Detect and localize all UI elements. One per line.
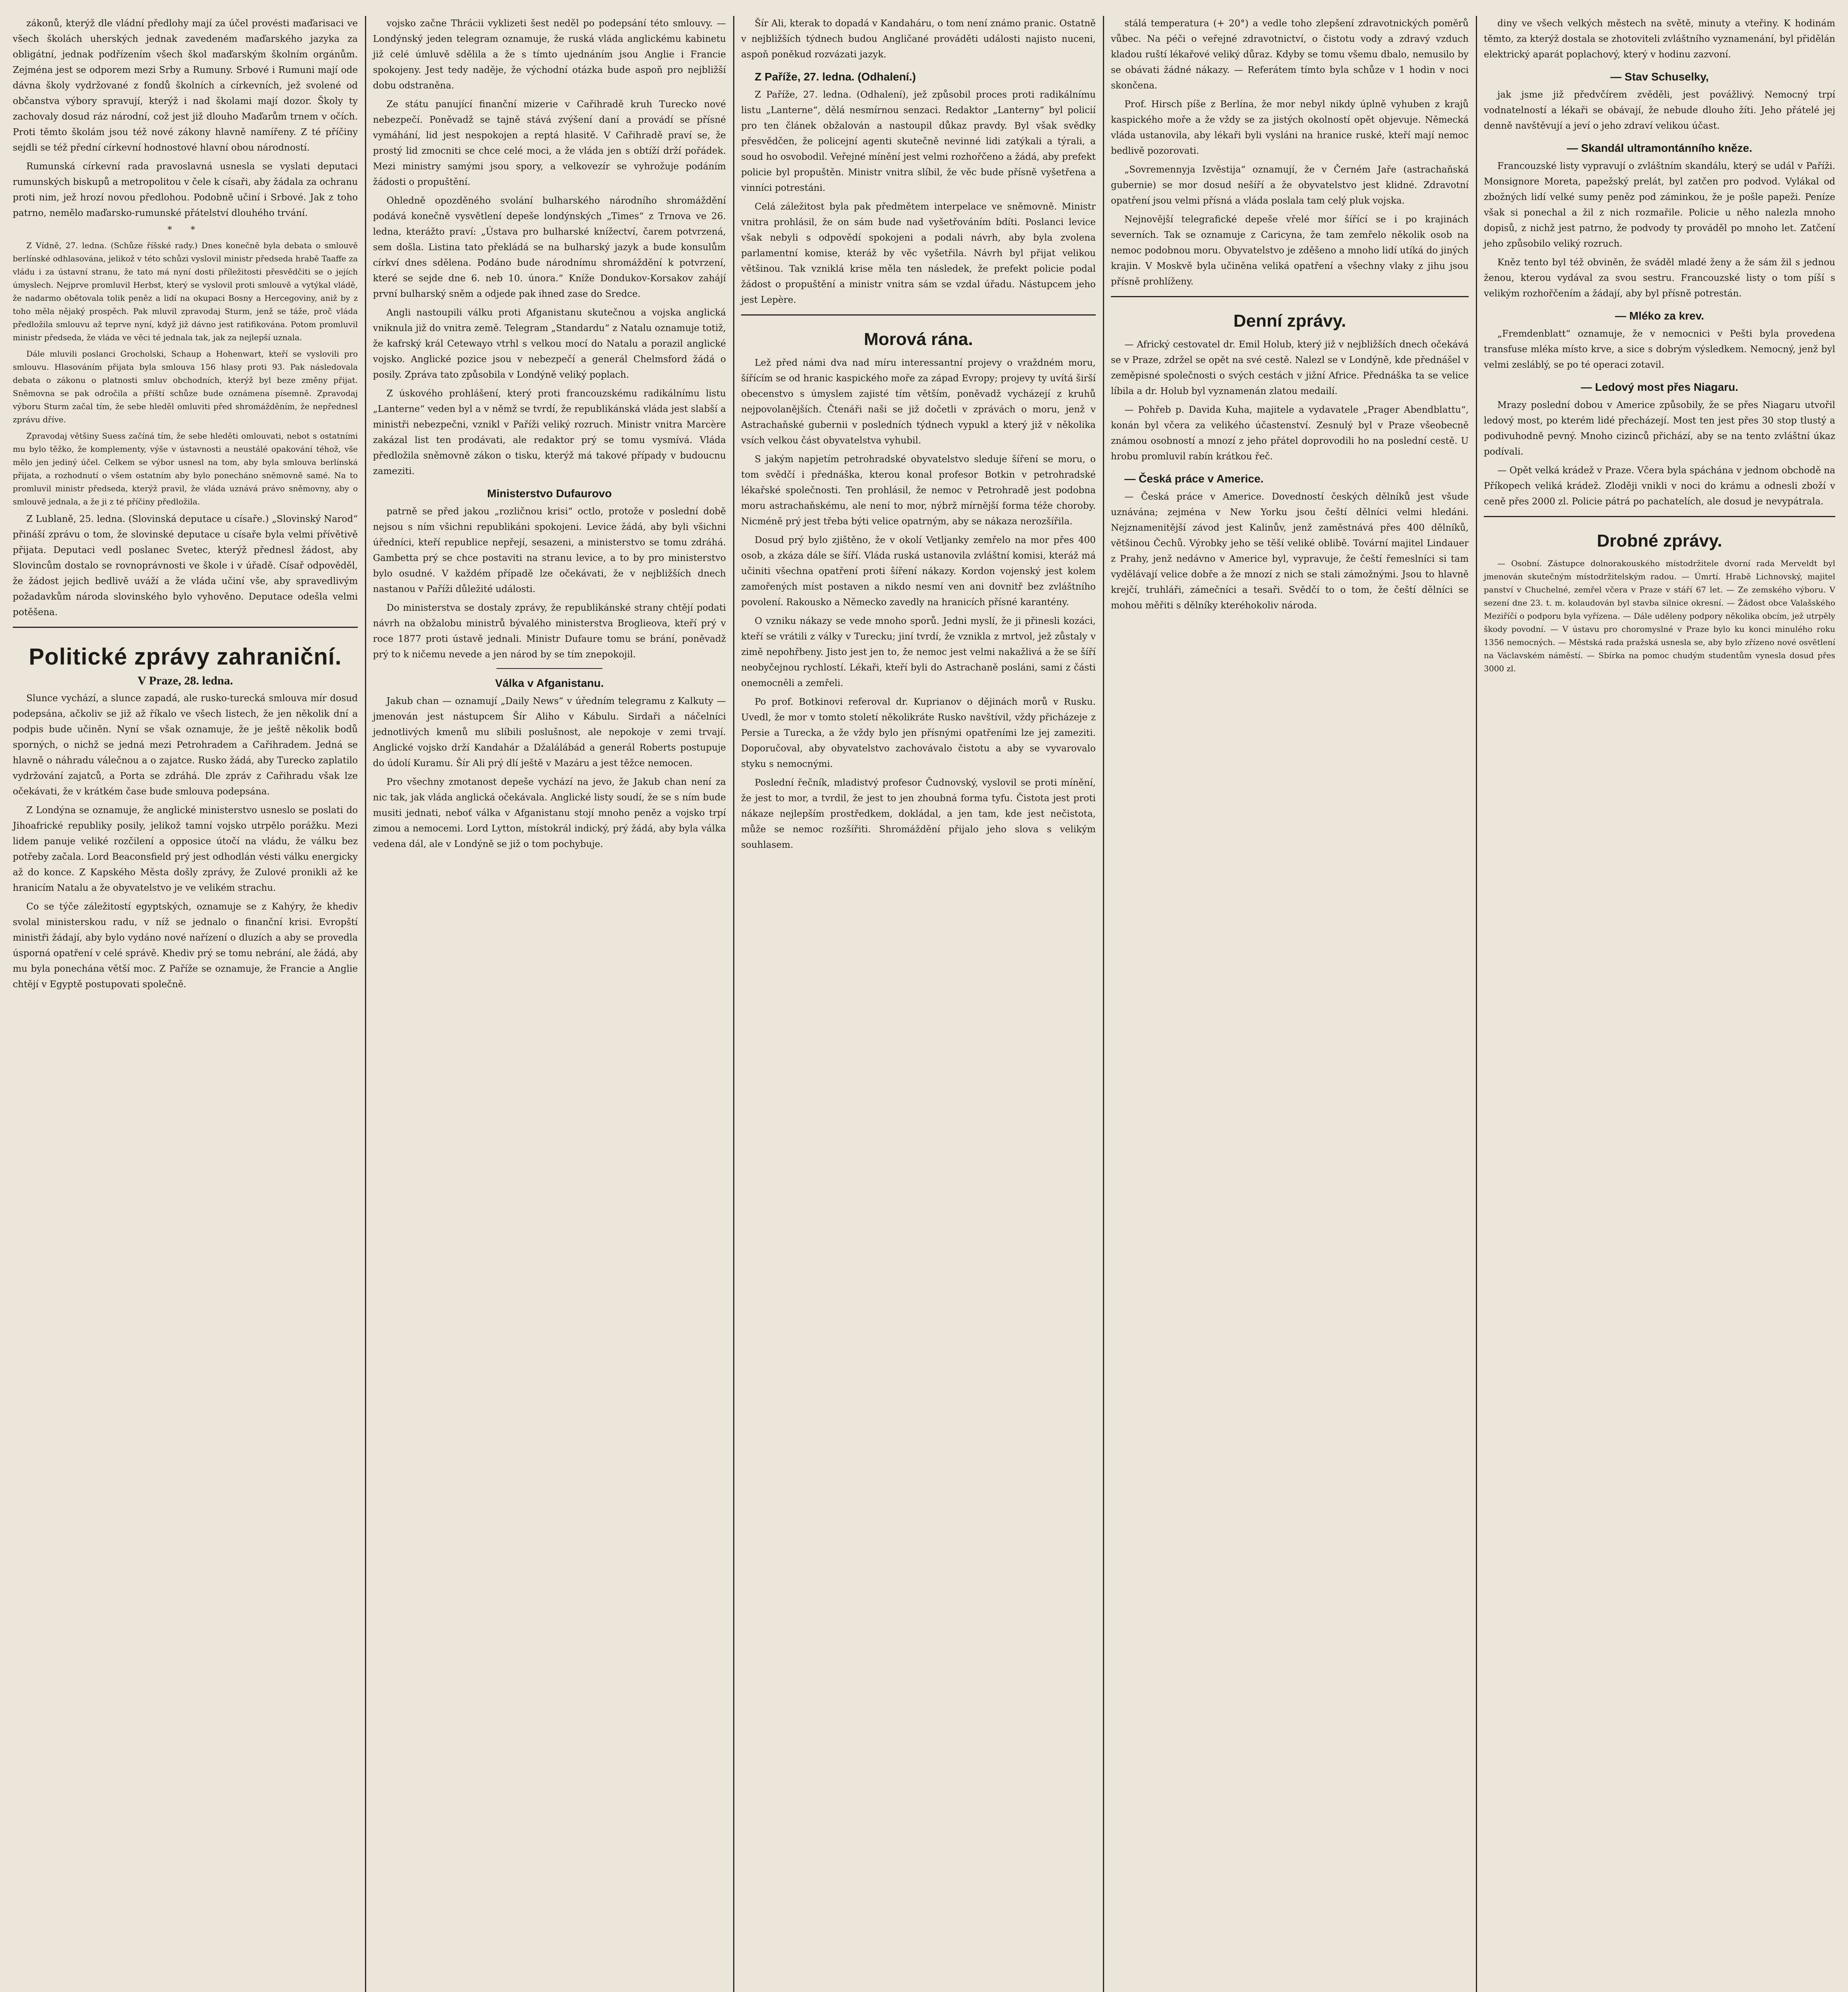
article-paragraph: Prof. Hirsch píše z Berlína, že mor nebyl nikdy úplně vyhuben z krajů kaspického moře a že vždy se za jistých okolností opět objevuje. Německá vláda ustanovila, aby lékaři byli vysláni na hranice ruské, kteří mají nemoc bedlivě pozorovati. — [1111, 99, 1469, 156]
article-heading: — Ledový most přes Niagaru. — [1581, 381, 1738, 393]
article-heading: Válka v Afganistanu. — [495, 677, 604, 689]
section-rule — [1484, 516, 1835, 517]
article-paragraph: „Sovremennyja Izvěstija“ oznamují, že v Černém Jaře (astrachaňská gubernie) se mor dosud nešíří a že obyvatelstvo jest klidné. Zdravotní opatření jsou velmi přísná a vláda poslala tam celý pluk vojska. — [1111, 165, 1469, 206]
column-divider — [1103, 16, 1104, 1992]
article-paragraph: Z Lublaně, 25. ledna. (Slovinská deputace u císaře.) „Slovinský Narod“ přináší zprávu o tom, že slovinské deputace u císaře byla velmi přívětivě přijata. Deputaci vedl poslanec Svetec, kterýž přednesl žádost, aby Slovincům dostalo se rovnoprávnosti ve škole i v úřadě. Císař odpověděl, že žádost jejich bedlivě uváží a že vláda učiní vše, aby spravedlivým požadavkům národa slovinského bylo vyhověno. Deputace odešla velmi potěšena. — [13, 514, 358, 618]
section-separator: * * — [167, 225, 203, 235]
article-paragraph: O vzniku nákazy se vede mnoho sporů. Jedni myslí, že ji přinesli kozáci, kteří se vrátili z války v Turecku; jiní tvrdí, že vznikla z mrtvol, jež zůstaly v zimě nepohřbeny. Jisto jest jen to, že nemoc jest velmi nakažlivá a že se šíří neobyčejnou rychlostí. Lékaři, kteří byli do Astrachaně posláni, sami z části onemocněli a zemřeli. — [741, 616, 1096, 688]
section-rule — [13, 627, 358, 628]
article-paragraph: Z Londýna se oznamuje, že anglické ministerstvo usneslo se poslati do Jihoafrické republiky posily, jelikož tamní vojsko utrpělo porážku. Mezi lidem panuje veliké rozčilení a opposice útočí na vládu, že válku bez potřeby začala. Lord Beaconsfield prý jest odhodlán vésti válku energicky až do konce. Z Kapského Města došly zprávy, že Zulové pronikli až ke hranicím Natalu a že obyvatelstvo je ve velikém strachu. — [13, 805, 358, 893]
article-paragraph: Co se týče záležitostí egyptských, oznamuje se z Kahýry, že khediv svolal ministerskou radu, v níž se jednalo o finanční krisi. Evropští ministři žádají, aby bylo vydáno nové nařízení o dluzích a aby se provedla úsporná opatření v celé správě. Khediv prý se tomu nebrání, ale žádá, aby mu byla ponechána větší moc. Z Paříže se oznamuje, že Francie a Anglie chtějí v Egyptě postupovati společně. — [13, 902, 358, 990]
section-heading: Morová rána. — [864, 329, 973, 349]
article-paragraph: Poslední řečník, mladistvý profesor Čudnovský, vyslovil se proti mínění, že jest to mor, a tvrdil, že jest to jen zhoubná forma tyfu. Čistota jest proti nákaze nejlepším prostředkem, dokládal, a jen tam, kde jest nečistota, může se nemoc rozšířiti. Shromáždění přijalo jeho slova s velikým souhlasem. — [741, 778, 1096, 850]
article-paragraph: vojsko začne Thrácii vyklizeti šest neděl po podepsání této smlouvy. — Londýnský jeden telegram oznamuje, že ruská vláda anglickému kabinetu již celé úmluvě sdělila a že s tímto ujednáním jsou Anglie i Francie spokojeny. Jest tedy naděje, že východní otázka bude aspoň pro nejbližší dobu odstraněna. — [373, 18, 726, 91]
article-paragraph: — Osobní. Zástupce dolnorakouského místodržitele dvorní rada Merveldt byl jmenován skutečným místodržitelským radou. — Úmrtí. Hrabě Lichnovský, majitel panství v Chuchelné, zemřel včera v Praze v stáří 67 let. — Ze zemského výboru. V sezení dne 23. t. m. kolaudován byl stavba silnice okresní. — Žádost obce Valašského Meziříčí o podporu byla vyřízena. — Dále uděleny podpory několika obcím, jež utrpěly škody povodní. — V ústavu pro choromyslné v Praze bylo ku konci minulého roku 1356 nemocných. — Městská rada pražská usnesla se, aby bylo zřízeno nové osvětlení na Václavském náměstí. — Sbírka na pomoc chudým studentům vynesla dosud přes 3000 zl. — [1484, 559, 1835, 673]
column-4 — [1106, 16, 1473, 1992]
article-paragraph: Ze státu panující finanční mizerie v Cařihradě kruh Turecko nové nebezpečí. Poněvadž se tajně stává zvýšení daní a provádí se přísné vymáhání, lid jest nespokojen a reptá hlasitě. V Cařihradě praví se, že prostý lid zmocniti se chce celé moci, a že vláda jen s obtíží drží pořádek. Mezi ministry samými jsou spory, a velkovezír se vyhrožuje podáním žádosti o propuštění. — [373, 99, 726, 187]
article-paragraph: Rumunská církevní rada pravoslavná usnesla se vyslati deputaci rumunských biskupů a metropolitou v čele k císaři, aby žádala za ochranu proti nim, jež hrozí novou předlohou. Podobně učiní i Srbové. Jak z toho patrno, nemělo maďarsko-rumunské přátelství dlouhého trvání. — [13, 161, 358, 218]
article-paragraph: Šír Ali, kterak to dopadá v Kandaháru, o tom není známo pranic. Ostatně v nejbližších týdnech budou Angličané prováděti události najisto nuceni, aspoň poněkud rozvázati jazyk. — [741, 18, 1096, 60]
column-divider — [365, 16, 366, 1992]
article-paragraph: — Pohřeb p. Davida Kuha, majitele a vydavatele „Prager Abendblattu“, konán byl včera za velikého účastenství. Zesnulý byl v Praze všeobecně známou osobností a mnozí z jeho přátel doprovodili ho na poslední cestě. U hrobu promluvil rabín krátkou řeč. — [1111, 405, 1469, 462]
section-heading: Drobné zprávy. — [1597, 531, 1722, 551]
article-paragraph: Z úskového prohlášení, který proti francouzskému radikálnímu listu „Lanterne“ veden byl a v němž se tvrdí, že republikánská vláda jest slabší a ministři nebezpečni, vznikl v Paříži veliký rozruch. Ministr vnitra Marcère zakázal list ten prodávati, ale redaktor prý se tomu vysmívá. Vláda předložila sněmovně zákon o tisku, kterýž má takové případy v budoucnu zameziti. — [373, 388, 726, 476]
article-paragraph: Kněz tento byl též obviněn, že sváděl mladé ženy a že sám žil s jednou ženou, kterou vydával za svou sestru. Francouzské listy o tom píší s velikým rozhořčením a žádají, aby byl přísně potrestán. — [1484, 257, 1835, 299]
article-paragraph: — Opět velká krádež v Praze. Včera byla spáchána v jednom obchodě na Příkopech veliká krádež. Zloději vnikli v noci do krámu a odnesli zboží v ceně přes 2000 zl. Policie pátrá po pachatelích, ale dosud je nevypátrala. — [1484, 465, 1835, 507]
section-heading: Denní zprávy. — [1233, 311, 1346, 331]
article-paragraph: Jakub chan — oznamují „Daily News“ v úředním telegramu z Kalkuty — jmenován jest nástupcem Šír Aliho v Kábulu. Sirdaři a náčelníci jednotlivých kmenů mu slíbili poslušnost, ale nepokoje v zemi trvají. Anglické vojsko drží Kandahár a Džalálábád a generál Roberts postupuje do údolí Kuramu. Šír Ali prý dlí ještě v Mazáru a jest těžce nemocen. — [373, 696, 726, 769]
article-paragraph: Nejnovější telegrafické depeše vřelé mor šířící se i po krajinách severních. Tak se oznamuje z Caricyna, že tam zemřelo několik osob na nemoc podobnou moru. Obyvatelstvo je zděšeno a mnoho lidí utíká do jiných krajin. V Moskvě byla učiněna veliká opatření a všechny vlaky z jihu jsou přísně prohlíženy. — [1111, 214, 1469, 287]
article-paragraph: stálá temperatura (+ 20°) a vedle toho zlepšení zdravotnických poměrů vůbec. Na péči o veřejné zdravotnictví, o čistotu vody a zdravý vzduch kladou ruští lékařové veliký důraz. Kdyby se tomu všemu dbalo, nemusilo by se obávati žádné nákazy. — Referátem tímto byla schůze v 1 hodin v noci skončena. — [1111, 18, 1469, 91]
article-paragraph: Angli nastoupili válku proti Afganistanu skutečnou a vojska anglická vniknula již do vnitra země. Telegram „Standardu“ z Natalu oznamuje totiž, že kafrský král Cetewayo vtrhl s velkou mocí do Natalu a porazil anglické vojsko. Anglické pozice jsou v nebezpečí a generál Chelmsford žádá o posily. Zpráva tato způsobila v Londýně veliký poplach. — [373, 308, 726, 380]
article-heading: — Mléko za krev. — [1615, 310, 1704, 322]
column-2 — [368, 16, 731, 1992]
article-paragraph: patrně se před jakou „rozličnou krisi“ octlo, protože v poslední době nejsou s ním všichni republikáni spokojeni. Levice žádá, aby byli všichni úředníci, kteří republice nepřejí, sesazeni, a ministerstvo se tomu zdráhá. Gambetta prý se chce postaviti na stranu levice, a to by pro ministerstvo bylo osudné. V každém případě lze očekávati, že v nejbližších dnech nastanou v Paříži důležité události. — [373, 506, 726, 594]
article-heading: Z Paříže, 27. ledna. (Odhalení.) — [755, 71, 916, 83]
section-rule — [741, 314, 1096, 316]
article-paragraph: Lež před námi dva nad míru interessantní projevy o vraždném moru, šířícím se od hranic kaspického moře za západ Evropy; projevy ty uvítá širší obecenstvo s úmyslem zajisté tím větším, poněvadž vycházejí z kruhů nejpovolanějších. Čtenáři naši se již dočetli v zprávách o moru, jenž v Astrachaňské gubernii v posledních týdnech vypukl a který již v několika vsích velkou část obyvatelstva vyhubil. — [741, 358, 1096, 446]
article-paragraph: Zpravodaj většiny Suess začíná tím, že sebe hleděti omlouvati, nebot s ostatními mu bylo těžko, že komplementy, výše v ústavnosti a neustálé opakování téhož, vše mělo jen jediný účel. Celkem se výbor usnesl na tom, aby byla smlouva berlínská přijata, a rozhodnutí o všem ostatním aby bylo ponecháno sněmovně samé. Na to promluvil ministr předseda, kterýž pravil, že vláda uznává právo sněmovny, aby o smlouvě jednala, a že ji z té příčiny předložila. — [13, 431, 358, 506]
article-paragraph: Po prof. Botkinovi referoval dr. Kuprianov o dějinách morů v Rusku. Uvedl, že mor v tomto století několikráte Rusko navštívil, vždy přicházeje z Persie a Turecka, a že vždy bylo jen přísnými opatřeními lze jej zameziti. Doporučoval, aby obyvatelstvo zachovávalo čistotu a aby se vyvarovalo styku s nemocnými. — [741, 697, 1096, 769]
article-paragraph: — Česká práce v Americe. Dovedností českých dělníků jest všude uznávána; zejména v New Yorku jsou čeští dělníci velmi hledáni. Nejznamenitější závod jest Kalinův, jenž zaměstnává přes 400 dělníků, většinou Čechů. Výrobky jeho se těší veliké oblibě. Tovární majitel Lindauer z Prahy, jenž nedávno v Americe byl, vypravuje, že čeští řemeslníci si tam vydělávají velice dobře a že mnozí z nich se stali zámožnými. Jsou to hlavně krejčí, truhláři, zámečníci a tesaři. Svědčí to o tom, že čeští dělníci se mohou měřiti s dělníky kteréhokoliv národa. — [1111, 492, 1469, 611]
section-heading: Politické zprávy zahraniční. — [29, 644, 342, 670]
article-paragraph: Pro všechny zmotanost depeše vychází na jevo, že Jakub chan není za nic tak, jak vláda anglická očekávala. Anglické listy soudí, že se s ním bude musiti jednati, neboť válka v Afganistanu stojí mnoho peněz a vojsko trpí zimou a nemocemi. Lord Lytton, místokrál indický, prý žádá, aby byla válka vedena dál, ale v Londýně se již o tom pochybuje. — [373, 777, 726, 849]
article-paragraph: Dosud prý bylo zjištěno, že v okolí Vetljanky zemřelo na mor přes 400 osob, a zkáza dále se šíří. Vláda ruská ustanovila zvláštní komisi, kteráž má učiniti všechna opatření proti šíření nákazy. Kordon vojenský jest kolem zamořených míst postaven a nikdo nesmí ven ani dovnitř bez zvláštního povolení. Rakousko a Německo zavedly na hranicích přísné karantény. — [741, 535, 1096, 608]
article-paragraph: Celá záležitost byla pak předmětem interpelace ve sněmovně. Ministr vnitra prohlásil, že on sám bude nad vyšetřováním bdíti. Poslanci levice však nebyli s odpovědí spokojeni a podali návrh, aby byla zvolena parlamentní komise, kteráž by věc vyšetřila. Návrh byl přijat velikou většinou. Tak vzniklá krise měla ten následek, že prefekt policie podal žádost o propuštění a ministr vnitra sám se vzdal úřadu. Nástupcem jeho jest Lepère. — [741, 202, 1096, 305]
section-rule — [1111, 296, 1469, 297]
article-heading: — Stav Schuselky, — [1610, 71, 1709, 83]
article-paragraph: S jakým napjetím petrohradské obyvatelstvo sleduje šíření se moru, o tom svědčí i přednáška, kterou konal profesor Botkin v petrohradské lékařské společnosti. Ten prohlásil, že nemoc v Petrohradě jest podobna moru astrachaňskému, ale není to mor, nýbrž mírnější forma téže choroby. Nicméně prý jest třeba býti velice opatrným, aby se nákaza nerozšířila. — [741, 454, 1096, 527]
article-paragraph: Do ministerstva se dostaly zprávy, že republikánské strany chtějí podati návrh na obžalobu ministrů bývalého ministerstva Broglieova, kteří prý v roce 1877 proti ústavě jednali. Ministr Dufaure tomu se brání, poněvadž prý to k ničemu nevede a jen národ by se tím znepokojil. — [373, 603, 726, 660]
article-paragraph: jak jsme již předvčírem zvěděli, jest povážlivý. Nemocný trpí vodnatelností a lékaři se obávají, že nebude dlouho žíti. Jeho přátelé jej denně navštěvují a jeví o jeho zdraví velikou účast. — [1484, 90, 1835, 131]
article-paragraph: Slunce vychází, a slunce zapadá, ale rusko-turecká smlouva mír dosud podepsána, ačkoliv se již až říkalo ve všech listech, že jen několik dní a podpis bude učiněn. Nyní se však oznamuje, že je ještě několik bodů sporných, o nichž se jedná mezi Petrohradem a Cařihradem. Jedná se hlavně o náhradu válečnou a o zajatce. Rusko žádá, aby Turecko zaplatilo vydržování zajatců, a Porta se zdráhá. Dle zpráv z Cařihradu však lze očekávati, že v krátkém čase bude smlouva podepsána. — [13, 693, 358, 797]
article-paragraph: Z Paříže, 27. ledna. (Odhalení), jež způsobil proces proti radikálnímu listu „Lanterne“, dělá nesmírnou senzaci. Redaktor „Lanterny“ byl policií pro ten článek obžalován a nastoupil důkaz pravdy. Byl však svědky přesvědčen, že policejní agenti skutečně nevinné lidi zatýkali a týrali, a soud ho osvobodil. Veřejné mínění jest velmi rozhořčeno a žádá, aby prefekt policie byl propuštěn. Ministr vnitra slíbil, že věc bude přísně vyšetřena a vinníci potrestáni. — [741, 90, 1096, 193]
column-5 — [1479, 16, 1840, 1992]
article-paragraph: Mrazy poslední dobou v Americe způsobily, že se přes Niagaru utvořil ledový most, po kterém lidé přecházejí. Most ten jest přes 30 stop tlustý a podivuhodně pevný. Mnoho cizinců přichází, aby se na tento zvláštní úkaz podívali. — [1484, 400, 1835, 457]
article-paragraph: — Africký cestovatel dr. Emil Holub, který již v nejbližších dnech očekává se v Praze, zdržel se opět na své cestě. Nalezl se v Londýně, kde přednášel v zeměpisné společnosti o svých cestách v jižní Africe. Přednáška ta se velice líbila a dr. Holub byl vyznamenán zlatou medailí. — [1111, 339, 1469, 396]
column-1 — [8, 16, 363, 1992]
column-divider — [1476, 16, 1477, 1992]
article-paragraph: Ohledně opozděného svolání bulharského národního shromáždění podává konečně vysvětlení depeše londýnských „Times“ z Trnova ve 26. ledna, kterážto praví: „Ústava pro bulharské knížectví, čarem potvrzená, sem došla. Listina tato překládá se na bulharský jazyk a bude konsulům církví dnes sdělena. Podáno bude národnímu shromáždění k potvrzení, které se sejde dne 6. neb 10. února.“ Kníže Dondukov-Korsakov zahájí první bulharský sněm a odjede pak ihned zase do Sredce. — [373, 196, 726, 299]
article-heading: Ministerstvo Dufaurovo — [487, 487, 612, 500]
article-paragraph: Dále mluvili poslanci Grocholski, Schaup a Hohenwart, kteří se vyslovili pro smlouvu. Hlasováním přijata byla smlouva 156 hlasy proti 93. Pak následovala debata o zákonu o platnosti smluv obchodních, kterýž byl beze změny přijat. Sněmovna se pak odročila a příští schůze bude oznámena písemně. Zpravodaj výboru Sturm začal tím, že sebe hleděl omluviti před shromážděním, že nepřednesl zprávu dříve. — [13, 349, 358, 424]
article-paragraph: Z Vídně, 27. ledna. (Schůze říšské rady.) Dnes konečně byla debata o smlouvě berlínské odhlasována, jelikož v této schůzi vyslovil ministr předseda hrabě Taaffe za vládu i za ústavní stranu, že tato má nyní dosti příležitosti přesvědčiti se o jejích úmyslech. Nejprve promluvil Herbst, který se vyslovil proti smlouvě a vytýkal vládě, že nadarmo obětovala tolik peněz a lidí na okupaci Bosny a Hercegoviny, aniž by z toho měla nějaký prospěch. Pak mluvil zpravodaj Sturm, jenž se táže, proč vláda předložila smlouvu až teprve nyní, když již dávno jest ratifikována. Potom promluvil ministr předseda, že vláda ve věci té jednala tak, jak za nejlepší uznala. — [13, 241, 358, 342]
article-paragraph: zákonů, kterýž dle vládní předlohy mají za účel provésti maďarisaci ve všech školách uherských jednak zavedeném maďarského jazyka za obligátní, jednak podřízením všech škol maďarským školním orgánům. Zejména jest se odporem mezi Srby a Rumuny. Srbové i Rumuni mají ode dávna školy vydržované z fondů školních a církevních, jež svolené od občanstva výbory spravují, kterýž i nad školami mají dozor. Školy ty zachovaly dosud ráz národní, což jest již dlouho Maďarům trnem v očích. Proti těmto školám jsou též nové zákony hlavně namířeny. Z té příčiny sejdli se též přední církevní hodnostové hlavní obou národností. — [13, 18, 358, 153]
article-paragraph: Francouzské listy vypravují o zvláštním skandálu, který se udál v Paříži. Monsignore Moreta, papežský prelát, byl zatčen pro podvod. Vylákal od zbožných lidí velké sumy peněz pod záminkou, že je pošle papeži. Peníze však si ponechal a žil z nich rozmařile. Policie u něho nalezla mnoho dopisů, z nichž jest patrno, že podvody ty prováděl po mnoho let. Zatčení jeho způsobilo veliký rozruch. — [1484, 161, 1835, 249]
column-3 — [736, 16, 1101, 1992]
article-paragraph: diny ve všech velkých městech na světě, minuty a vteřiny. K hodinám těmto, za kterýž dostala se zhotoviteli zvláštního vyznamenání, byl přidělán elektrický aparát poplachový, který v hodinu zazvoní. — [1484, 18, 1835, 60]
article-paragraph: „Fremdenblatt“ oznamuje, že v nemocnici v Pešti byla provedena transfuse mléka místo krve, a sice s dobrým výsledkem. Nemocný, jenž byl velmi zesláblý, se po té operaci zotavil. — [1484, 329, 1835, 370]
article-heading: — Skandál ultramontánního kněze. — [1567, 142, 1752, 154]
column-divider — [733, 16, 734, 1992]
dateline: V Praze, 28. ledna. — [137, 674, 233, 687]
article-heading: — Česká práce v Americe. — [1124, 473, 1264, 485]
section-rule — [496, 668, 602, 669]
